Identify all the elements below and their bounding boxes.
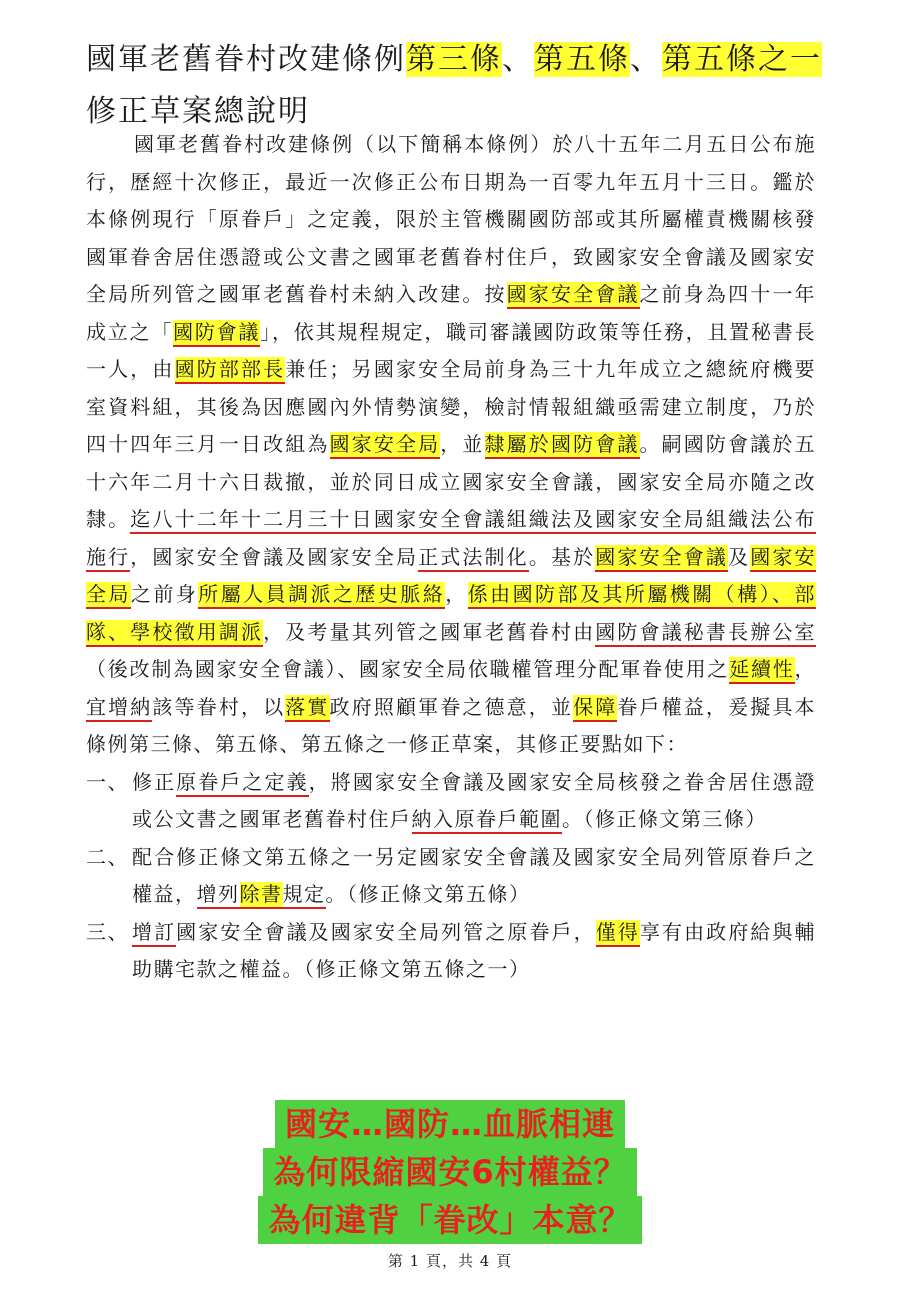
text-run: 修正: [132, 769, 177, 794]
highlight-secondment: 係由國防部及其所屬機關（構）、部隊、學校徵用調派: [86, 582, 816, 647]
amendment-points-list: [86, 764, 816, 989]
highlight-nsc: 國家安全會議: [507, 282, 640, 309]
document-body: [86, 126, 816, 989]
list-item: [86, 764, 816, 839]
title-separator: 、: [502, 42, 534, 77]
text-run: （後改制為國家安全會議）、國家安全局依職權管理分配軍眷使用之: [86, 657, 730, 681]
title-highlight-article-5-1: 第五條之一: [662, 42, 822, 77]
text-run: 國軍老舊眷村改建條例（以下簡稱本條例）於八十五年二月五日公布施行，歷經十次修正，最近一次修正公布日期為一百零九年五月十三日。鑑於本條例現行「原眷戶」之定義，限於主管機關國防部或其所屬權責機關核發國軍眷舍居住憑證或公文書之國軍老舊眷村住戶，致國家安全會議及國家安全局所列管之國軍老舊眷村未納入改建。按: [86, 132, 816, 306]
underline-secretary-office: 國防會議秘書長辦公室: [595, 620, 816, 647]
underline-definition: 原眷戶之定義: [176, 770, 309, 797]
highlight-only: 僅得: [596, 920, 640, 947]
text-run: 。（修正條文第五條）: [325, 882, 531, 906]
text-run: ，並: [440, 432, 485, 456]
protest-banner: [240, 1100, 660, 1244]
list-number: 二、: [86, 844, 129, 869]
underline-scope: 納入原眷戶範圍: [412, 807, 563, 834]
text-run: 。嗣國防會議於五十六年二月十六日裁撤，並於同日成立國家安全會議，國家安全局亦隨之改隸。: [86, 432, 816, 531]
text-run: ，將國家安全會議及國家安全局核發之眷舍居住憑證或公文書之國軍老舊眷村住戶: [132, 769, 817, 831]
text-run: 國家安全會議及國家安全局列管之原眷戶，: [176, 919, 596, 944]
text-run: 。基於: [528, 544, 596, 569]
title-text: 國軍老舊眷村改建條例: [86, 42, 406, 77]
text-run: 配合修正條文第五條之一另定國家安全會議及國家安全局列管原眷戶之權益，: [132, 844, 816, 906]
text-run: 眷戶權益，爰擬具本條例第三條、第五條、第五條之一修正草案，其修正要點如下：: [86, 694, 816, 756]
highlight-protect: 保障: [573, 695, 617, 722]
banner-line-3: 為何違背「眷改」本意？: [258, 1196, 641, 1244]
text-run: ，: [794, 657, 817, 681]
highlight-nsc-2: 國家安全會議: [595, 545, 728, 572]
title-separator: 、: [630, 42, 662, 77]
highlight-continuity: 延續性: [729, 657, 794, 684]
list-number: 一、: [86, 769, 129, 794]
highlight-proviso: 除書: [240, 882, 283, 909]
page-footer: 第 1 頁，共 4 頁: [387, 1252, 513, 1270]
underline-organic-law: 迄八十二年十二月三十日國家安全會議組織法及國家安全局組織法公布施行: [86, 507, 816, 572]
intro-paragraph: [86, 126, 816, 764]
text-run: ，及考量其列管之國軍老舊眷村由: [263, 619, 596, 644]
list-item: [86, 839, 816, 914]
text-run: 政府照顧軍眷之德意，並: [329, 694, 574, 719]
title-highlight-article-3: 第三條: [406, 42, 502, 77]
list-item: [86, 914, 816, 989]
text-run: 該等眷村，以: [152, 694, 286, 719]
underline-legalized: 正式法制化: [418, 545, 529, 572]
text-run: ，國家安全會議及國家安全局: [130, 544, 419, 569]
highlight-implement: 落實: [285, 695, 329, 722]
title-text-end: 修正草案總說明: [86, 94, 310, 129]
text-run: 。（修正條文第三條）: [562, 807, 767, 831]
text-run: ，: [445, 582, 468, 606]
banner-line-1: 國安…國防…血脈相連: [275, 1100, 625, 1148]
text-run: 及: [728, 544, 751, 569]
highlight-history: 所屬人員調派之歷史脈絡: [198, 582, 445, 609]
text-run: 享有由政府給與輔助購宅款之權益。（修正條文第五條之一）: [132, 919, 817, 981]
highlight-subordinate: 隸屬於國防會議: [485, 432, 640, 459]
document-title: [86, 34, 826, 138]
text-run: 之前身: [130, 582, 199, 606]
underline-rule: 規定: [283, 882, 326, 909]
highlight-defense-council: 國防會議: [173, 320, 260, 347]
list-number: 三、: [86, 919, 129, 944]
text-run: 」，依其規程規定，職司審議國防政策等任務，且置秘書長一人，由: [86, 319, 817, 381]
banner-line-2: 為何限縮國安6村權益？: [263, 1148, 636, 1196]
text-run: 之前身為四十一年成立之「: [86, 282, 816, 344]
title-highlight-article-5: 第五條: [534, 42, 630, 77]
highlight-nsb: 國家安全局: [330, 432, 441, 459]
underline-enact: 增訂: [132, 920, 176, 947]
underline-include: 宜增納: [86, 695, 152, 722]
highlight-defense-minister: 國防部部長: [175, 357, 286, 384]
underline-add: 增列: [197, 882, 240, 909]
text-run: 兼任；另國家安全局前身為三十九年成立之總統府機要室資料組，其後為因應國內外情勢演變，檢討情報組織亟需建立制度，乃於四十四年三月一日改組為: [86, 357, 816, 456]
highlight-nsb-2: 國家安全局: [86, 545, 816, 610]
